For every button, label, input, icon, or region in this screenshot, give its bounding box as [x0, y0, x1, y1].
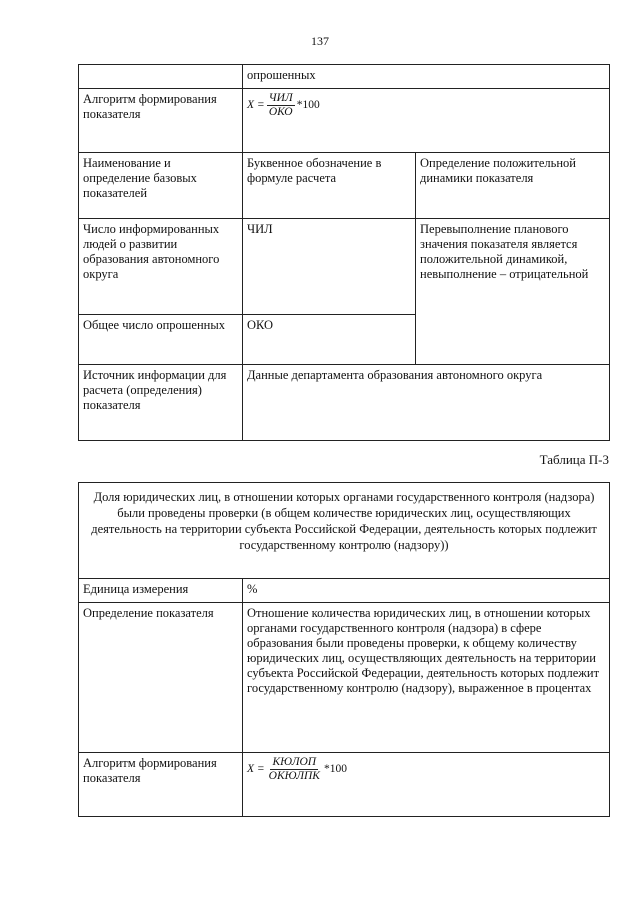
source-label: Источник информации для расчета (определения) показателя: [79, 365, 243, 441]
table-row: [79, 65, 610, 89]
table-header-row: [79, 153, 610, 219]
formula-denominator: ОКЮЛПК: [268, 770, 320, 782]
indicator-table-1: [78, 64, 610, 441]
unit-label: Единица измерения: [79, 579, 243, 603]
formula-chil-oko: [247, 92, 320, 119]
definition-label: Определение показателя: [79, 603, 243, 753]
formula-kyulop-okyulpk: [247, 756, 347, 783]
row-informed-people-name: Число информированных людей о развитии образования автономного округа: [79, 219, 243, 315]
algorithm-label: Алгоритм формирования показателя: [79, 753, 243, 817]
formula-lhs: X =: [247, 763, 265, 775]
row-total-surveyed-name: Общее число опрошенных: [79, 315, 243, 365]
table-row: [79, 219, 610, 315]
continuation-cell: опрошенных: [243, 65, 610, 89]
formula-cell: [243, 753, 610, 817]
table-row: [79, 365, 610, 441]
empty-cell: [79, 65, 243, 89]
table-row: [79, 603, 610, 753]
row-informed-people-symbol: ЧИЛ: [243, 219, 416, 315]
definition-value: Отношение количества юридических лиц, в отношении которых органами государственного контроля (надзора) в сфере образования были проведены проверки, к общему количеству юридических лиц, осуществляющих деятельность на территории субъекта Российской Федерации, деятельность которых подлежит государственному контролю (надзору), выраженное в процентах: [243, 603, 610, 753]
formula-numerator: КЮЛОП: [272, 756, 317, 768]
table-row: [79, 753, 610, 817]
formula-multiplier: *100: [296, 99, 320, 111]
table-caption: Таблица П-3: [539, 452, 609, 467]
header-symbol: Буквенное обозначение в формуле расчета: [243, 153, 416, 219]
source-value: Данные департамента образования автономного округа: [243, 365, 610, 441]
header-base-indicators: Наименование и определение базовых показателей: [79, 153, 243, 219]
indicator-table-2: [78, 482, 610, 817]
unit-value: %: [243, 579, 610, 603]
formula-cell: [243, 89, 610, 153]
formula-lhs: X =: [247, 99, 265, 111]
table-row: [79, 579, 610, 603]
page-number: 137: [311, 34, 329, 48]
header-dynamics: Определение положительной динамики показателя: [416, 153, 610, 219]
positive-dynamics-definition: Перевыполнение планового значения показателя является положительной динамикой, невыполнение – отрицательной: [416, 219, 610, 365]
row-total-surveyed-symbol: ОКО: [243, 315, 416, 365]
formula-multiplier: *100: [323, 763, 347, 775]
formula-denominator: ОКО: [268, 106, 293, 118]
formula-fraction: [267, 92, 295, 119]
table-row: [79, 89, 610, 153]
indicator-title: Доля юридических лиц, в отношении которых органами государственного контроля (надзора) были проведены проверки (в общем количестве юридических лиц, осуществляющих деятельность на территории субъекта Российской Федерации, деятельность которых подлежит государственному контролю (надзору)): [79, 483, 610, 579]
table-title-row: [79, 483, 610, 579]
formula-fraction: [267, 756, 322, 783]
algorithm-label: Алгоритм формирования показателя: [79, 89, 243, 153]
formula-numerator: ЧИЛ: [268, 92, 293, 104]
